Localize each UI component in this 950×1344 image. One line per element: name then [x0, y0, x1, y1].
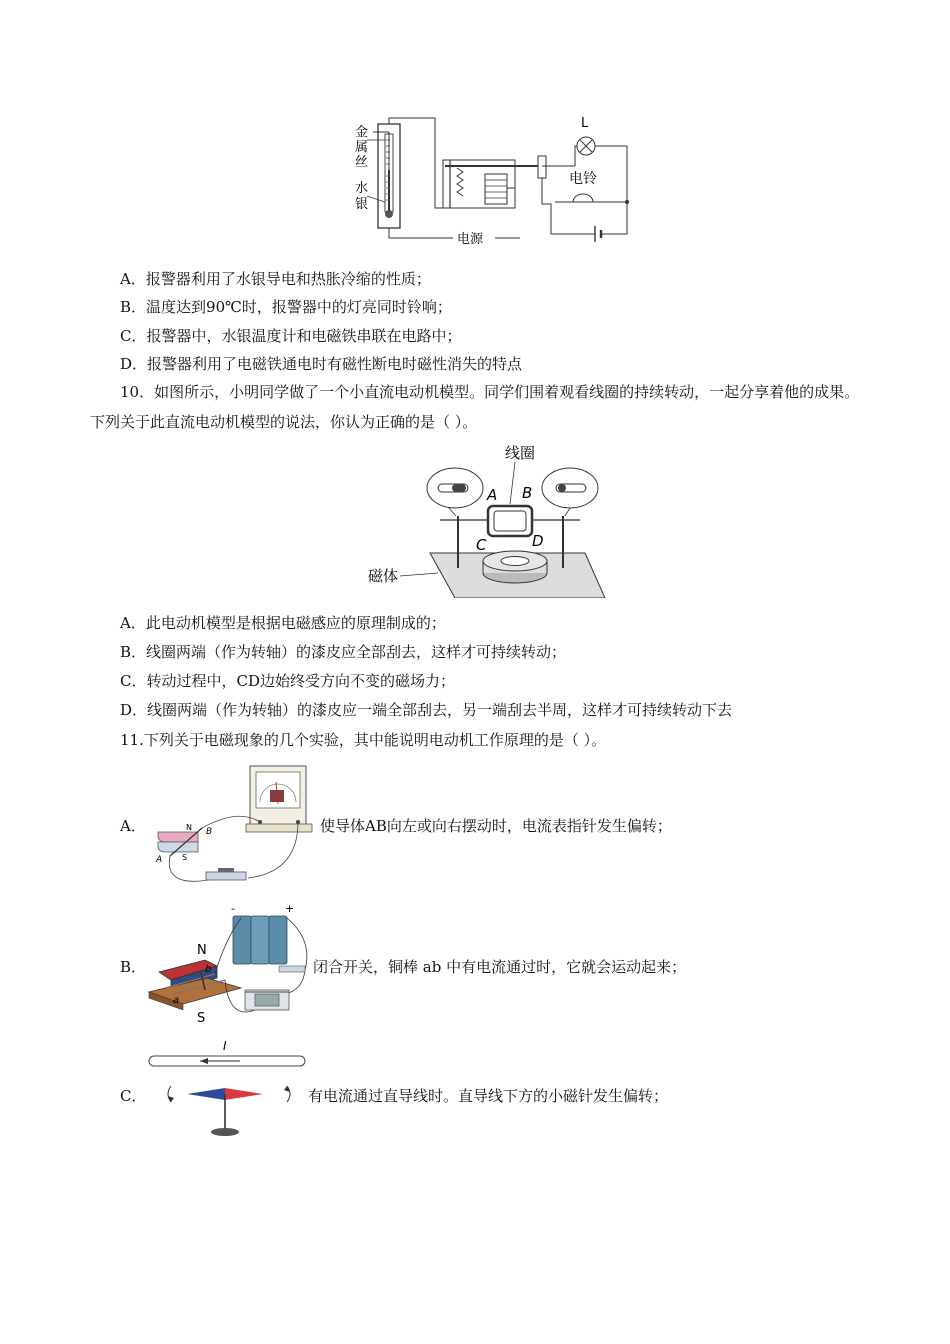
q10-option-b: B．线圈两端（作为转轴）的漆皮应全部刮去，这样才可持续转动；: [120, 643, 567, 661]
magnet-label: 磁体: [368, 567, 399, 585]
motor-principle-figure: [145, 900, 320, 1025]
q9-option-d: D．报警器利用了电磁铁通电时有磁性断电时磁性消失的特点: [120, 355, 523, 373]
label-mercury-1: 水: [355, 181, 369, 196]
bell-label: 电铃: [569, 171, 597, 187]
fig-b-minus: -: [231, 902, 235, 915]
q11-option-a-text: 使导体AB向左或向右摆动时，电流表指针发生偏转；: [320, 817, 672, 835]
lamp-label: L: [581, 116, 589, 131]
dc-motor-figure: [360, 438, 610, 598]
fig-b-s: S: [197, 1011, 206, 1025]
q10-option-c: C．转动过程中，CD边始终受方向不变的磁场力；: [120, 672, 455, 690]
coil-label: 线圈: [505, 444, 536, 462]
label-a: A: [487, 486, 498, 504]
fig-b-plus: +: [285, 902, 295, 915]
power-label: 电源: [457, 232, 484, 247]
fig-b-n: N: [197, 943, 207, 958]
label-metal-wire-1: 金: [355, 125, 369, 140]
label-mercury-2: 银: [355, 197, 369, 212]
alarm-circuit-figure: [345, 110, 645, 255]
label-metal-wire-2: 属: [355, 140, 369, 155]
induction-experiment-figure: [148, 762, 318, 890]
label-metal-wire-3: 丝: [355, 155, 369, 170]
current-label: I: [223, 1039, 227, 1053]
q9-option-a: A．报警器利用了水银导电和热胀冷缩的性质；: [120, 270, 431, 288]
q11-option-b-text-content: 闭合开关，铜棒 ab 中有电流通过时，它就会运动起来；: [313, 958, 687, 976]
q9-option-c: C．报警器中，水银温度计和电磁铁串联在电路中；: [120, 327, 462, 345]
q11-option-b-text: [313, 956, 686, 978]
q10-stem: 10．如图所示，小明同学做了一个小直流电动机模型。同学们围着观看线圈的持续转动，一起分享着他的成果。下列关于此直流电动机模型的说法，你认为正确的是（ ）。: [90, 383, 860, 431]
q10-option-d: D．线圈两端（作为转轴）的漆皮应一端全部刮去，另一端刮去半周，这样才可持续转动下去: [120, 701, 733, 719]
oersted-experiment-figure: [145, 1038, 310, 1143]
fig-a-s: S: [182, 853, 188, 862]
fig-a-n: N: [186, 823, 192, 832]
fig-b-b: b: [205, 964, 212, 975]
q11-option-c-letter: C．: [120, 1087, 147, 1105]
fig-b-a: a: [173, 995, 180, 1006]
q10-option-a: A．此电动机模型是根据电磁感应的原理制成的；: [120, 614, 446, 632]
q11-option-b-letter: B．: [120, 958, 147, 976]
q11-stem: 11.下列关于电磁现象的几个实验，其中能说明电动机工作原理的是（ ）。: [120, 731, 607, 749]
q9-option-b: B．温度达到90℃时，报警器中的灯亮同时铃响；: [120, 298, 452, 316]
label-c: C: [476, 536, 487, 554]
q11-option-c-text: 有电流通过直导线时。直导线下方的小磁针发生偏转；: [308, 1087, 669, 1105]
fig-a-a: A: [156, 855, 163, 865]
label-d: D: [532, 532, 544, 550]
fig-a-b: B: [206, 827, 213, 837]
q11-option-a-letter: A．: [120, 817, 146, 835]
label-b: B: [522, 484, 533, 502]
